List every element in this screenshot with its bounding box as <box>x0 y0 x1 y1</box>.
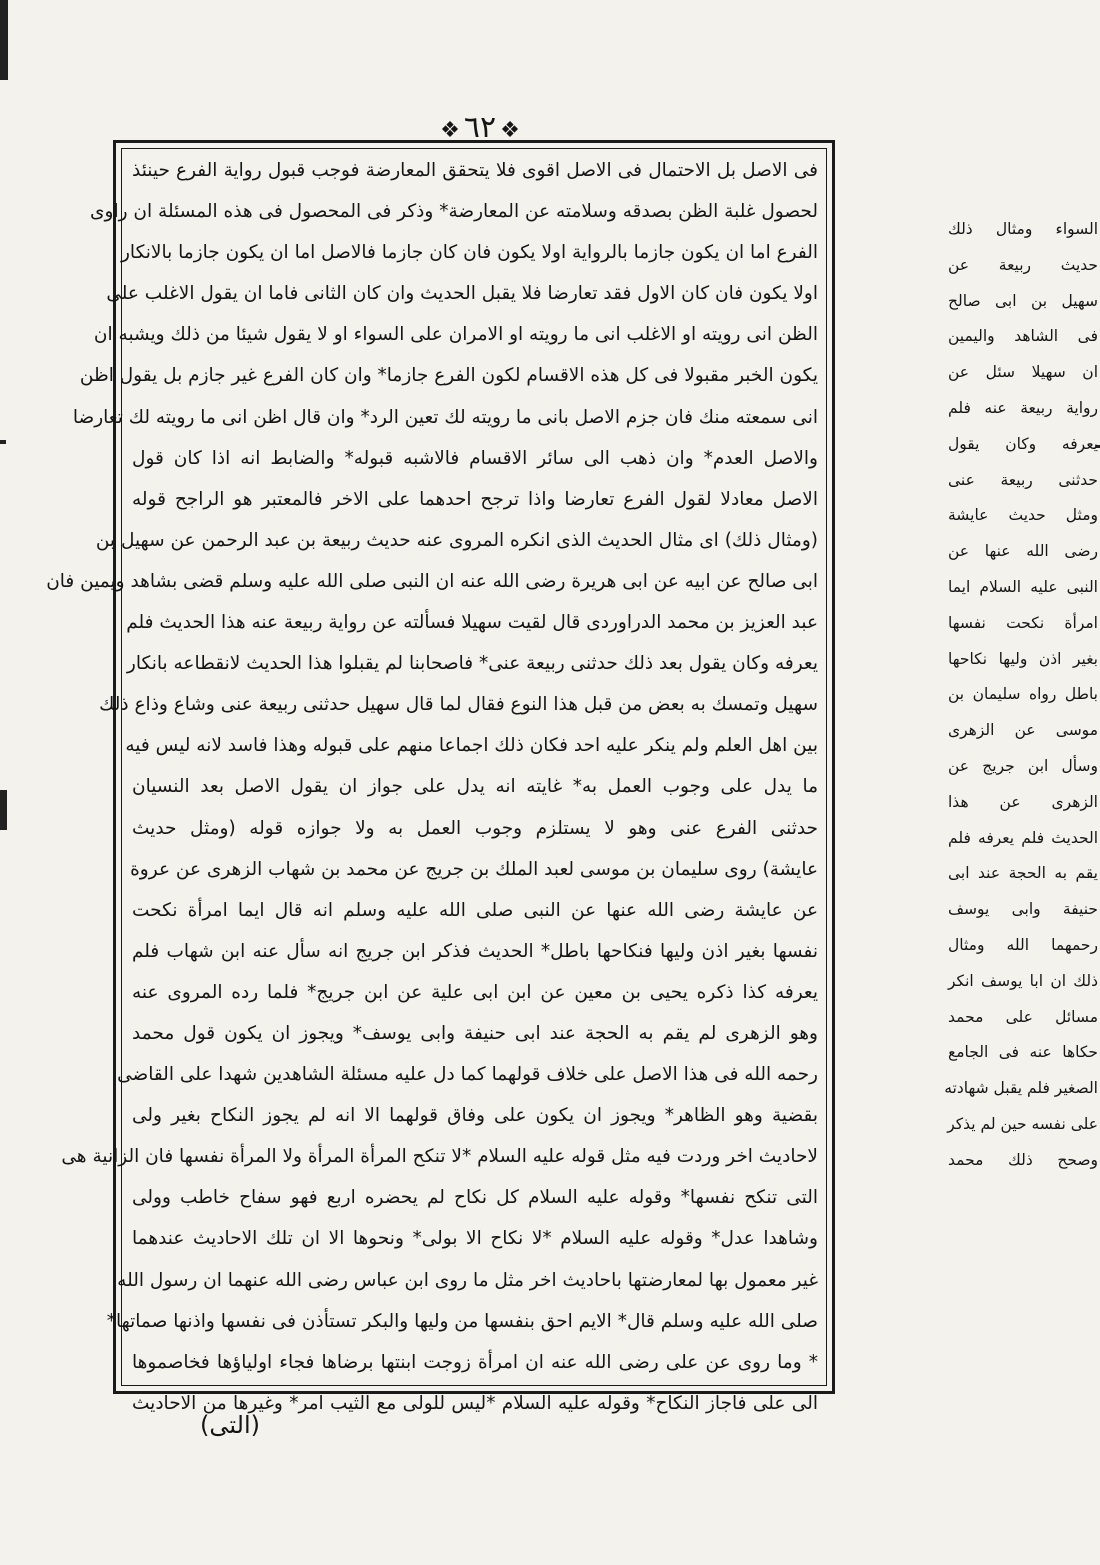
main-text-line: ابى صالح عن ابيه عن ابى هريرة رضى الله عنه ان النبى صلى الله عليه وسلم قضى بشاهد ويمين فان <box>46 570 818 592</box>
main-text-line: اولا يكون فان كان الاول فقد تعارضا فلا يقبل الحديث وان كان الثانى فاما ان يقول الاغلب على <box>106 283 818 305</box>
main-text-line: (ومثال ذلك) اى مثال الحديث الذى انكره المروى عنه حديث ربيعة بن عبد الرحمن عن سهيل بن <box>95 529 818 551</box>
margin-note-line: يقم به الحجة عند ابى <box>948 864 1098 883</box>
margin-note-line: مسائل على محمد <box>948 1007 1098 1026</box>
main-text-line: الى على فاجاز النكاح* وقوله عليه السلام *ليس للولى مع الثيب امر* وغيرها من الاحاديث <box>132 1392 818 1414</box>
margin-note-line: السواء ومثال ذلك <box>948 220 1098 238</box>
main-text-block <box>46 150 818 1414</box>
margin-note-line: حنيفة وابى يوسف <box>948 900 1098 919</box>
main-text-line: يعرفه كذا ذكره يحيى بن معين عن ابن ابى علية عن ابن جريج* فلما رده المروى عنه <box>132 981 818 1003</box>
main-text-line: يعرفه وكان يقول بعد ذلك حدثنى ربيعة عنى* فاصحابنا لم يقبلوا هذا الحديث لانقطاعه بانكار <box>126 653 818 675</box>
main-text-line: غير معمول بها لمعارضتها باحاديث اخر مثل ما روى ابن عباس رضى الله عنهما ان رسول الله <box>117 1269 818 1291</box>
left-edge-mark-middle <box>0 440 6 444</box>
main-text-line: عن عايشة رضى الله عنها عن النبى صلى الله عليه وسلم انه قال ايما امرأة نكحت <box>132 899 818 921</box>
margin-note-line: فى الشاهد واليمين <box>948 327 1098 346</box>
margin-note-line: الزهرى عن هذا <box>948 792 1098 811</box>
main-text-line: وشاهدا عدل* وقوله عليه السلام *لا نكاح الا بولى* ونحوها الا ان تلك الاحاديث عندهما <box>132 1228 818 1250</box>
margin-note-line: وصحح ذلك محمد <box>948 1150 1098 1169</box>
margin-note-line: حكاها عنه فى الجامع <box>948 1043 1098 1062</box>
main-text-line: فى الاصل بل الاحتمال فى الاصل اقوى فلا يتحقق المعارضة فوجب قبول رواية الفرع حينئذ <box>132 160 818 181</box>
catchword: (التى) <box>200 1411 260 1439</box>
main-text-line: لاحاديث اخر وردت فيه مثل قوله عليه السلام *لا تنكح المرأة المرأة ولا المرأة نفسها فان الزانية هى <box>61 1146 818 1168</box>
main-text-line: بقضية وهو الظاهر* ويجوز ان يكون على وفاق قولهما الا انه لم يجوز النكاح بغير ولى <box>132 1105 818 1127</box>
margin-note-line: موسى عن الزهرى <box>948 721 1098 740</box>
margin-note-line: النبى عليه السلام ايما <box>948 577 1098 596</box>
margin-note <box>840 212 1098 1302</box>
main-text-line: والاصل العدم* وان ذهب الى سائر الاقسام فالاشبه قبوله* والضابط انه اذا كان قول <box>132 447 818 469</box>
margin-note-line: رواية ربيعة عنه فلم <box>948 398 1098 417</box>
main-text-line: ما يدل على وجوب العمل به* غايته انه يدل على جواز ان يقول الاصل بعد النسيان <box>132 776 818 798</box>
main-text-line: حدثنى الفرع عنى وهو لا يستلزم وجوب العمل به ولا جوازه قوله (ومثل حديث <box>132 817 818 839</box>
margin-note-line: يعرفه وكان يقول <box>948 434 1098 453</box>
main-text-line: انى سمعته منك فان جزم الاصل بانى ما رويته لك تعين الرد* وان قال اظن انى ما رويته لك تعارضا <box>72 406 818 428</box>
margin-note-line: الحديث فلم يعرفه فلم <box>948 828 1098 847</box>
margin-note-line: امرأة نكحت نفسها <box>948 613 1098 632</box>
margin-note-line: ومثل حديث عايشة <box>948 506 1098 525</box>
main-text-line: لحصول غلبة الظن بصدقه وسلامته عن المعارضة* وذكر فى المحصول فى هذه المسئلة ان راوى <box>90 201 818 223</box>
main-text-line: صلى الله عليه وسلم قال* الايم احق بنفسها من وليها والبكر تستأذن فى نفسها واذنها صماتها* <box>106 1310 818 1332</box>
margin-note-line: حدثنى ربيعة عنى <box>948 470 1098 489</box>
margin-note-line: رحمهما الله ومثال <box>948 935 1098 954</box>
left-edge-mark-lower <box>0 790 7 830</box>
margin-note-line: على نفسه حين لم يذكر <box>947 1114 1098 1133</box>
main-text-line: سهيل وتمسك به بعض من قبل هذا النوع فقال لما قال سهيل حدثنى ربيعة عنى وشاع وذاع ذلك <box>99 694 818 716</box>
margin-note-line: وسأل ابن جريج عن <box>948 756 1098 775</box>
main-text-line: الاصل معادلا لقول الفرع تعارضا واذا ترجح احدهما على الاخر فالمعتبر هو الراجح قوله <box>132 488 818 510</box>
main-text-line: التى تنكح نفسها* وقوله عليه السلام كل نكاح لم يحضره اربع فهو سفاح خاطب وولى <box>132 1187 818 1209</box>
margin-note-line: ان سهيلا سئل عن <box>948 363 1098 382</box>
page-number-value: ٦٢ <box>463 110 497 145</box>
main-text-line: وهو الزهرى لم يقم به الحجة عند ابى حنيفة وابى يوسف* ويجوز ان يكون قول محمد <box>132 1022 818 1044</box>
main-text-line: عايشة) روى سليمان بن موسى لعبد الملك بن جريج عن محمد بن شهاب الزهرى عن عروة <box>130 858 818 880</box>
left-edge-mark-top <box>0 0 8 80</box>
ornament-right-icon: ❖ <box>440 118 460 143</box>
main-text-line: الفرع اما ان يكون جازما بالرواية اولا يكون فان كان جازما فالاصل اما ان يكون جازما بالانكار <box>121 242 818 264</box>
margin-note-line: سهيل بن ابى صالح <box>948 291 1098 310</box>
margin-note-line: رضى الله عنها عن <box>948 542 1098 561</box>
main-text-line: نفسها بغير اذن وليها فنكاحها باطل* الحديث فذكر ابن جريج انه سأل عنه ابن شهاب فلم <box>132 940 818 962</box>
margin-note-line: ذلك ان ابا يوسف انكر <box>948 971 1098 990</box>
main-text-line: عبد العزيز بن محمد الدراوردى قال لقيت سهيلا فسألته عن رواية ربيعة عنه هذا الحديث فلم <box>126 612 818 634</box>
main-text-line: رحمه الله فى هذا الاصل على خلاف قولهما كما دل عليه مسئلة الشاهدين شهدا على القاضى <box>117 1064 818 1086</box>
main-text-line: يكون الخبر مقبولا فى كل هذه الاقسام لكون الفرع جازما* وان كان الفرع غير جازم بل يقول اظن <box>79 365 818 387</box>
main-text-line: بين اهل العلم ولم ينكر عليه احد فكان ذلك اجماعا منهم على قبوله وهذا فاسد لانه ليس فيه <box>125 735 818 757</box>
ornament-left-icon: ❖ <box>500 118 520 143</box>
margin-note-line: الصغير فلم يقبل شهادته <box>944 1079 1098 1098</box>
main-text-line: * وما روى عن على رضى الله عنه ان امرأة زوجت ابنتها برضاها فجاء اولياؤها فخاصموها <box>132 1351 818 1373</box>
margin-note-line: بغير اذن وليها نكاحها <box>948 649 1098 668</box>
margin-note-line: باطل رواه سليمان بن <box>948 685 1098 704</box>
margin-note-line: حديث ربيعة عن <box>948 255 1098 274</box>
main-text-line: الظن انى رويته او الاغلب انى ما رويته او الامران على السواء او لا يقول شيئا من ذلك ويشبه ان <box>93 324 818 346</box>
